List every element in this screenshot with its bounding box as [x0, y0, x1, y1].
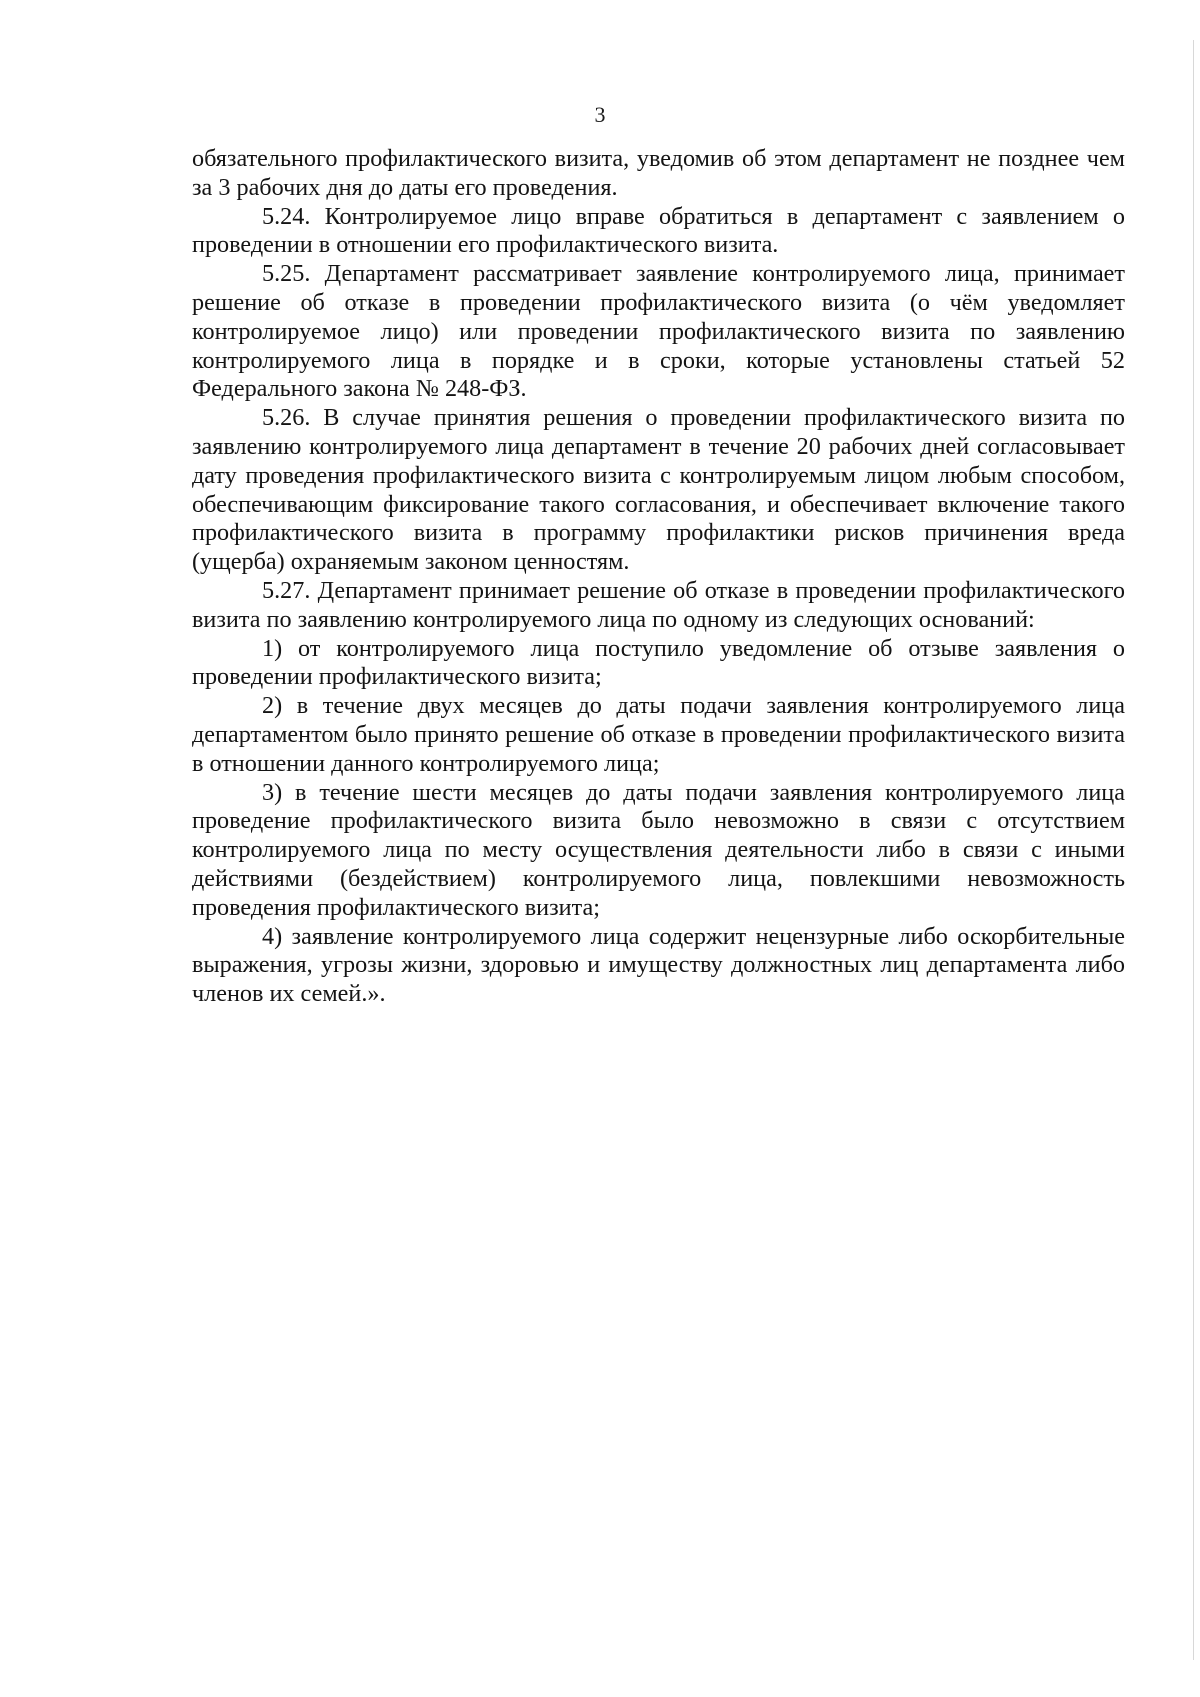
- paragraph-5-25: 5.25. Департамент рассматривает заявление контролируемого лица, принимает решение об отказе в проведении профилактического визита (о чём уведомляет контролируемое лицо) или проведении профилактического визита по заявлению контролируемого лица в порядке и в сроки, которые установлены статьей 52 Федерального закона № 248-ФЗ.: [192, 260, 1125, 403]
- document-body: [192, 145, 1125, 1009]
- paragraph-5-26: 5.26. В случае принятия решения о проведении профилактического визита по заявлению контролируемого лица департамент в течение 20 рабочих дней согласовывает дату проведения профилактического визита с контролируемым лицом любым способом, обеспечивающим фиксирование такого согласования, и обеспечивает включение такого профилактического визита в программу профилактики рисков причинения вреда (ущерба) охраняемым законом ценностям.: [192, 404, 1125, 576]
- paragraph-5-24: 5.24. Контролируемое лицо вправе обратиться в департамент с заявлением о проведении в отношении его профилактического визита.: [192, 202, 1125, 259]
- list-item-2: 2) в течение двух месяцев до даты подачи заявления контролируемого лица департаментом было принято решение об отказе в проведении профилактического визита в отношении данного контролируемого лица;: [192, 692, 1125, 777]
- paragraph-5-27: 5.27. Департамент принимает решение об отказе в проведении профилактического визита по заявлению контролируемого лица по одному из следующих оснований:: [192, 576, 1125, 633]
- list-item-3: 3) в течение шести месяцев до даты подачи заявления контролируемого лица проведение профилактического визита было невозможно в связи с отсутствием контролируемого лица по месту осуществления деятельности либо в связи с иными действиями (бездействием) контролируемого лица, повлекшими невозможность проведения профилактического визита;: [192, 778, 1125, 921]
- page-edge-line: [1193, 40, 1194, 1660]
- list-item-1: 1) от контролируемого лица поступило уведомление об отзыве заявления о проведении профилактического визита;: [192, 634, 1125, 691]
- list-item-4: 4) заявление контролируемого лица содержит нецензурные либо оскорбительные выражения, угрозы жизни, здоровью и имуществу должностных лиц департамента либо членов их семей.».: [192, 922, 1125, 1008]
- paragraph-continuation: обязательного профилактического визита, уведомив об этом департамент не позднее чем за 3 рабочих дня до даты его проведения.: [192, 145, 1125, 201]
- page-number: 3: [594, 102, 606, 127]
